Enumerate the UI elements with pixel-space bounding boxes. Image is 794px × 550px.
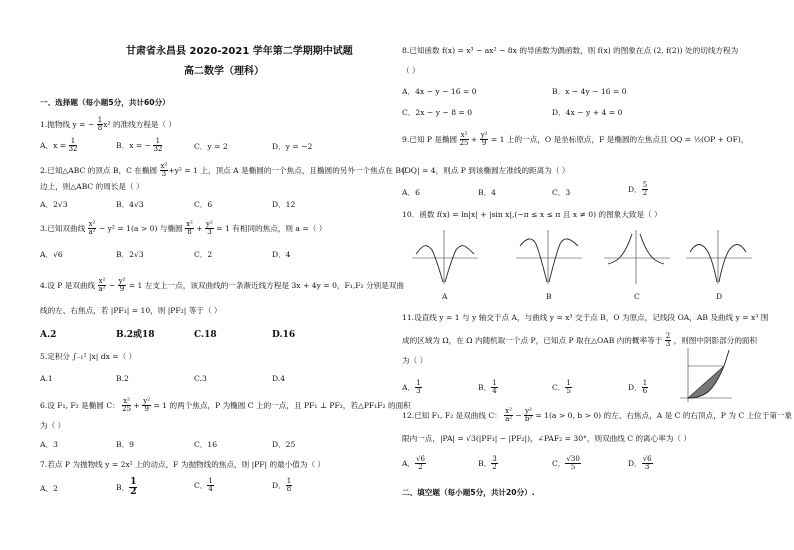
question-3-stem: 3.已知双曲线 $\frac{\text{x²}}{\text{a²}}$ − y² = 1(a > 0) 与椭圆 $\frac{\text{x²}}{8}$ + $\frac{\text{y²}}{3}$ = 1 有相同的焦点，则 a =（ ） xyxy=(40,220,327,237)
question-7-option-c: C． $\frac{1}{4}$ xyxy=(194,477,213,494)
question-7-option-a: A．2 xyxy=(40,484,58,493)
question-2-option-b: B．4√3 xyxy=(116,200,144,209)
graph-label-d: D xyxy=(716,292,723,301)
graph-label-c: C xyxy=(634,292,640,301)
question-9-option-b: B．4 xyxy=(478,188,497,197)
question-8-stem-line2: （ ） xyxy=(402,66,420,75)
question-9-option-d: D． $\frac{5}{2}$ xyxy=(628,181,648,198)
exam-subtitle: 高二数学（理科） xyxy=(184,66,264,77)
question-3-option-b: B．2√3 xyxy=(116,250,144,259)
question-8-option-a: A．4x − y − 16 = 0 xyxy=(402,87,477,96)
question-8-option-d: D．4x − y + 4 = 0 xyxy=(552,108,623,117)
graph-option-b xyxy=(514,228,584,286)
graph-label-b: B xyxy=(546,292,552,301)
question-11-option-d: D． $\frac{1}{6}$ xyxy=(628,379,648,396)
question-3-option-d: D．4 xyxy=(272,250,291,259)
question-7-option-d: D． $\frac{1}{8}$ xyxy=(272,477,292,494)
question-9-stem-line2: |OQ| = 4，则点 P 到该椭圆左准线的距离为（ ） xyxy=(402,166,570,175)
shaded-region-figure xyxy=(678,346,734,406)
question-11-stem-line2: 成的区域为 Ω，在 Ω 内随机取一个点 P，已知点 P 取在△OAB 内的概率等于 $\frac{2}{3}$ ，则图中阴影部分的面积 xyxy=(402,332,758,349)
graph-option-a xyxy=(410,228,480,286)
question-1-stem: 1.抛物线 y = − $\frac{1}{8}$ x² 的准线方程是（ ） xyxy=(40,116,177,133)
question-4-stem: 4.设 P 是双曲线 $\frac{\text{x²}}{\text{a²}}$ − $\frac{\text{y²}}{9}$ = 1 左支上一点，该双曲线的一条渐近线方程是 3x + 4y = 0，F₁,F₂ 分别是双曲 xyxy=(40,277,404,294)
question-4-stem-line2: 线的左、右焦点，若 |PF₁| = 10，则 |PF₂| 等于（ ） xyxy=(40,306,222,315)
question-4-option-d: D.16 xyxy=(272,330,296,340)
left-column xyxy=(36,0,411,550)
question-12-option-a: A． $\frac{√6}{2}$ xyxy=(402,455,425,472)
question-6-option-b: B．9 xyxy=(116,440,135,449)
question-5-option-c: C.3 xyxy=(194,374,207,383)
question-6-stem-line2: 为（ ） xyxy=(40,421,66,430)
question-5-stem: 5.定积分 ∫₋₁² |x| dx =（ ） xyxy=(40,352,137,361)
question-1-option-a: A．x = $\frac{1}{32}$ xyxy=(40,137,78,154)
question-6-option-c: C．16 xyxy=(194,440,218,449)
question-8-option-b: B．x − 4y − 16 = 0 xyxy=(552,87,627,96)
question-6-option-a: A．3 xyxy=(40,440,58,449)
question-10-stem: 10．函数 f(x) = ln|x| + |sin x|,(−π ≤ x ≤ π 且 x ≠ 0) 的图象大致是（ ） xyxy=(402,210,662,219)
question-5-option-d: D.4 xyxy=(272,374,286,383)
question-11-option-b: B． $\frac{1}{4}$ xyxy=(478,379,497,396)
question-5-option-a: A.1 xyxy=(40,374,53,383)
question-11-option-a: A． $\frac{1}{3}$ xyxy=(402,379,421,396)
question-12-option-c: C． $\frac{√30}{5}$ xyxy=(552,455,580,472)
question-1-option-c: C．y = 2 xyxy=(194,142,228,151)
question-6-stem: 6.设 F₁, F₂ 是椭圆 C： $\frac{\text{x²}}{25}$ + $\frac{\text{y²}}{9}$ = 1 的两个焦点，P 为椭圆 C 上的一点，且 PF₁ ⊥ PF₂，若△PF₁F₂ 的面积 xyxy=(40,397,411,414)
question-12-option-b: B． $\frac{3}{2}$ xyxy=(478,455,497,472)
question-1-option-b: B．x = − $\frac{1}{32}$ xyxy=(116,137,163,154)
question-8-stem: 8.已知函数 f(x) = x³ − ax² − 8x 的导函数为偶函数，则 f(x) 的图象在点 (2, f(2)) 处的切线方程为 xyxy=(402,46,739,55)
question-3-option-a: A．√6 xyxy=(40,250,63,259)
section-heading-choice: 一、选择题（每小题5分，共计60分） xyxy=(40,98,170,107)
exam-title: 甘肃省永昌县 2020-2021 学年第二学期期中试题 xyxy=(126,46,353,57)
question-3-option-c: C．2 xyxy=(194,250,213,259)
question-12-option-d: D． $\frac{√6}{3}$ xyxy=(628,455,652,472)
question-8-option-c: C．2x − y − 8 = 0 xyxy=(402,108,473,117)
right-column xyxy=(402,0,793,550)
question-7-option-b: B． $\frac{1}{2}$ xyxy=(116,477,137,498)
question-2-option-c: C．6 xyxy=(194,200,213,209)
question-2-stem-line2: 边上，则△ABC 的周长是（ ） xyxy=(40,182,144,191)
question-11-option-c: C． $\frac{1}{5}$ xyxy=(552,379,571,396)
question-9-stem: 9.已知 P 是椭圆 $\frac{\text{x²}}{25}$ + $\frac{\text{y²}}{9}$ = 1 上的一点，O 是坐标原点，F 是椭圆的左焦点且 OQ = ½(OP + OF)， xyxy=(402,131,749,148)
question-9-option-a: A．6 xyxy=(402,188,420,197)
graph-option-c xyxy=(602,228,672,286)
section-heading-fill-in: 二、填空题（每小题5分，共计20分）. xyxy=(402,488,535,497)
question-4-option-a: A.2 xyxy=(40,330,57,340)
graph-label-a: A xyxy=(442,292,448,301)
question-12-stem-line2: 限内一点，|PA| = √3(|PF₁| − |PF₂|)，∠PAF₂ = 30°，则双曲线 C 的离心率为（ ） xyxy=(402,434,692,443)
question-2-stem: 2.已知△ABC 的顶点 B，C 在椭圆 $\frac{\text{x²}}{3}$ +y² = 1 上，顶点 A 是椭圆的一个焦点，且椭圆的另外一个焦点在 BC xyxy=(40,162,407,179)
question-4-option-c: C.18 xyxy=(194,330,217,340)
question-12-stem: 12.已知 F₁, F₂ 是双曲线 C： $\frac{\text{x²}}{\text{a²}}$ − $\frac{\text{y²}}{\text{b²}}$ = 1(a > 0, b > 0) 的左、右焦点，A 是 C 的右顶点，P 为 C 上位于第一象 xyxy=(402,407,793,424)
question-2-option-d: D．12 xyxy=(272,200,296,209)
question-9-option-c: C．3 xyxy=(552,188,571,197)
question-5-option-b: B.2 xyxy=(116,374,129,383)
question-11-stem-line3: 为（ ） xyxy=(402,356,428,365)
question-6-option-d: D．25 xyxy=(272,440,296,449)
graph-option-d xyxy=(684,228,754,286)
question-1-option-d: D．y = −2 xyxy=(272,142,313,151)
question-7-stem: 7.若点 P 为抛物线 y = 2x² 上的动点，F 为抛物线的焦点，则 |PF| 的最小值为（ ） xyxy=(40,460,326,469)
question-11-stem: 11.设直线 y = 1 与 y 轴交于点 A，与曲线 y = x³ 交于点 B，O 为原点，记线段 OA，AB 及曲线 y = x³ 围 xyxy=(402,313,769,322)
question-4-option-b: B.2或18 xyxy=(116,330,155,340)
question-2-option-a: A．2√3 xyxy=(40,200,68,209)
